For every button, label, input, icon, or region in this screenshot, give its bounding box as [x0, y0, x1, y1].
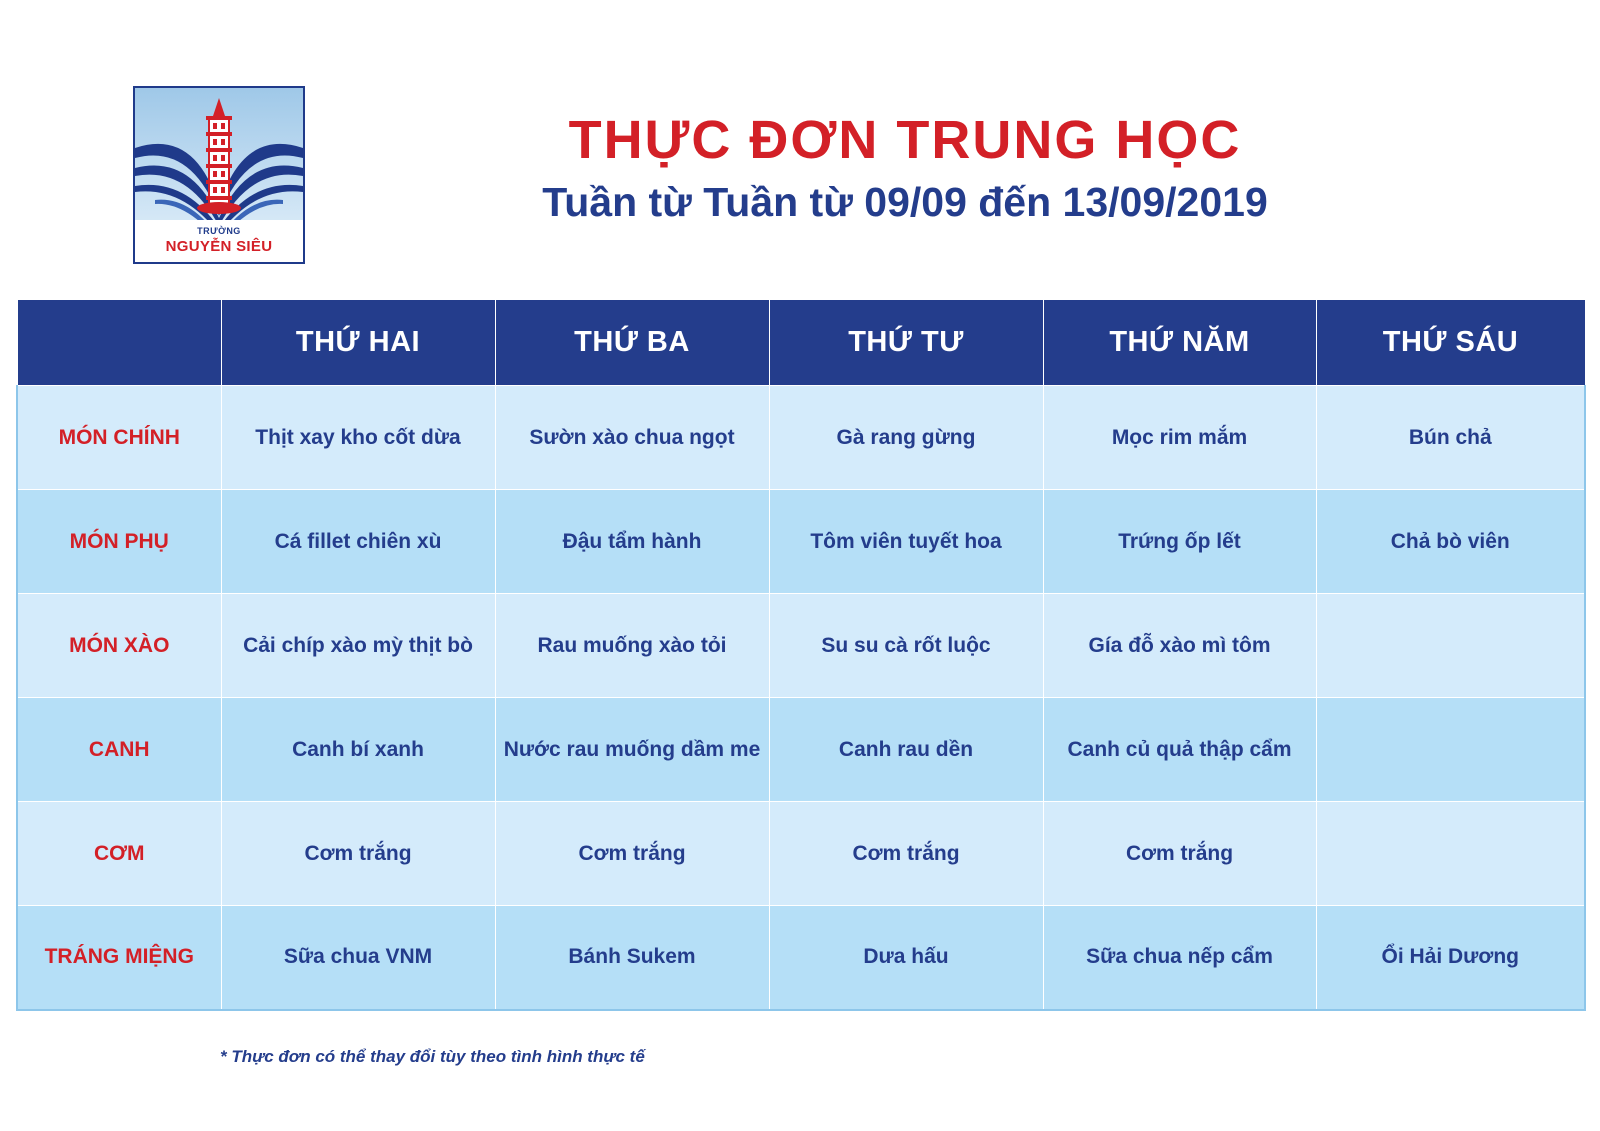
menu-cell: Tôm viên tuyết hoa [769, 490, 1043, 594]
menu-cell: Bún chả [1316, 386, 1585, 490]
logo-prefix: TRƯỜNG [197, 226, 241, 236]
menu-cell: Canh rau dền [769, 698, 1043, 802]
school-logo [133, 86, 305, 264]
table-row [17, 906, 1585, 1010]
menu-cell: Sữa chua VNM [221, 906, 495, 1010]
menu-cell: Cơm trắng [1043, 802, 1316, 906]
menu-cell: Thịt xay kho cốt dừa [221, 386, 495, 490]
menu-cell: Gía đỗ xào mì tôm [1043, 594, 1316, 698]
menu-cell: Sườn xào chua ngọt [495, 386, 769, 490]
menu-cell: Đậu tẩm hành [495, 490, 769, 594]
menu-cell: Cải chíp xào mỳ thịt bò [221, 594, 495, 698]
page-subtitle: Tuần từ Tuần từ 09/09 đến 13/09/2019 [542, 179, 1268, 225]
menu-cell: Canh bí xanh [221, 698, 495, 802]
menu-table [16, 299, 1586, 1011]
menu-cell: Cơm trắng [495, 802, 769, 906]
menu-cell: Su su cà rốt luộc [769, 594, 1043, 698]
menu-cell: Cơm trắng [221, 802, 495, 906]
logo-school-name: NGUYỄN SIÊU [165, 238, 273, 255]
row-label-main-dish: MÓN CHÍNH [17, 386, 221, 490]
menu-cell: Canh củ quả thập cẩm [1043, 698, 1316, 802]
menu-cell [1316, 698, 1585, 802]
header-day-monday: THỨ HAI [221, 300, 495, 386]
menu-cell: Ổi Hải Dương [1316, 906, 1585, 1010]
footnote: * Thực đơn có thể thay đổi tùy theo tình hình thực tế [220, 1047, 645, 1066]
header-day-wednesday: THỨ TƯ [769, 300, 1043, 386]
table-row [17, 698, 1585, 802]
row-label-stir-fry: MÓN XÀO [17, 594, 221, 698]
menu-cell: Cá fillet chiên xù [221, 490, 495, 594]
menu-cell: Bánh Sukem [495, 906, 769, 1010]
table-row [17, 802, 1585, 906]
row-label-dessert: TRÁNG MIỆNG [17, 906, 221, 1010]
menu-cell: Cơm trắng [769, 802, 1043, 906]
menu-cell: Sữa chua nếp cẩm [1043, 906, 1316, 1010]
header-corner [17, 300, 221, 386]
menu-cell: Chả bò viên [1316, 490, 1585, 594]
table-header-row [17, 300, 1585, 386]
header-day-tuesday: THỨ BA [495, 300, 769, 386]
table-row [17, 386, 1585, 490]
page-title: THỰC ĐƠN TRUNG HỌC [568, 110, 1242, 170]
header-day-friday: THỨ SÁU [1316, 300, 1585, 386]
header-day-thursday: THỨ NĂM [1043, 300, 1316, 386]
table-row [17, 594, 1585, 698]
menu-cell: Dưa hấu [769, 906, 1043, 1010]
menu-cell: Mọc rim mắm [1043, 386, 1316, 490]
row-label-rice: CƠM [17, 802, 221, 906]
menu-cell [1316, 594, 1585, 698]
menu-cell: Rau muống xào tỏi [495, 594, 769, 698]
menu-cell: Gà rang gừng [769, 386, 1043, 490]
menu-cell: Trứng ốp lết [1043, 490, 1316, 594]
menu-cell [1316, 802, 1585, 906]
row-label-side-dish: MÓN PHỤ [17, 490, 221, 594]
row-label-soup: CANH [17, 698, 221, 802]
table-row [17, 490, 1585, 594]
menu-cell: Nước rau muống dầm me [495, 698, 769, 802]
